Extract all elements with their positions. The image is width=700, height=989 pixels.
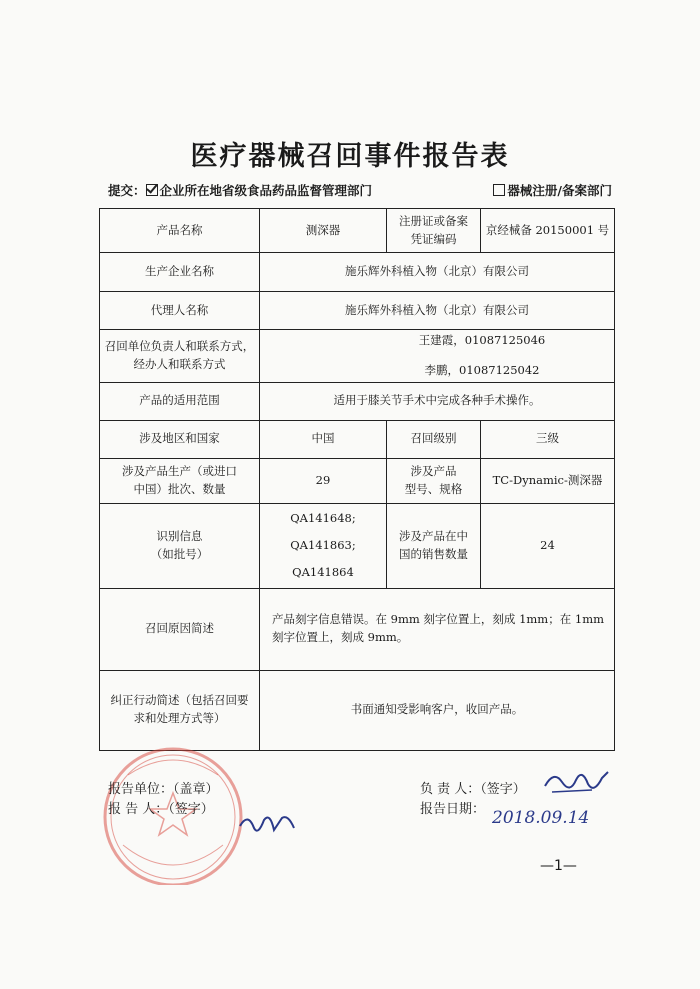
contact-label-line2: 经办人和联系方式 <box>133 356 226 371</box>
sales-value: 24 <box>481 503 615 588</box>
table-row <box>100 458 615 503</box>
reporter-signature-icon <box>236 808 298 840</box>
action-label-line2: 求和处理方式等） <box>133 711 226 726</box>
batch-value: 29 <box>260 458 387 503</box>
action-label-line1: 纠正行动简述（包括召回要 <box>110 693 249 708</box>
submit-prefix: 提交： <box>108 183 146 198</box>
id-label-line1: 识别信息 <box>156 528 203 543</box>
agent-value: 施乐辉外科植入物（北京）有限公司 <box>260 292 615 330</box>
manufacturer-label: 生产企业名称 <box>100 253 260 292</box>
batch-label-line2: 中国）批次、数量 <box>133 481 226 496</box>
contact-label <box>100 330 260 383</box>
reg-cert-value: 京经械备 20150001 号 <box>481 209 615 253</box>
submit-right <box>493 181 612 199</box>
agent-label: 代理人名称 <box>100 292 260 330</box>
table-row <box>100 253 615 292</box>
id-value: QA141864 <box>292 565 354 580</box>
reason-label: 召回原因简述 <box>100 588 260 670</box>
report-unit-label: 报告单位：（盖章） <box>108 782 219 797</box>
id-value: QA141863; <box>290 538 356 553</box>
recall-level-label: 召回级别 <box>387 420 481 458</box>
contact-value-1: 王建霞，01087125046 <box>418 333 546 347</box>
scope-label: 产品的适用范围 <box>100 382 260 420</box>
table-row <box>100 420 615 458</box>
sales-label <box>387 503 481 588</box>
id-label <box>100 503 260 588</box>
region-label: 涉及地区和国家 <box>100 420 260 458</box>
product-name-label: 产品名称 <box>100 209 260 253</box>
report-date-label: 报告日期： <box>420 802 486 817</box>
option-registration: 器械注册/备案部门 <box>507 183 612 198</box>
table-row <box>100 209 615 253</box>
id-value: QA141648; <box>290 511 356 526</box>
table-row <box>100 382 615 420</box>
model-label-line2: 型号、规格 <box>404 481 463 496</box>
model-label-line1: 涉及产品 <box>410 463 457 478</box>
report-date-value: 2018.09.14 <box>492 808 590 828</box>
option-provincial: 企业所在地省级食品药品监督管理部门 <box>159 183 373 198</box>
product-name-value: 测深器 <box>260 209 387 253</box>
model-value: TC-Dynamic-测深器 <box>481 458 615 503</box>
responsible-signature-icon <box>542 764 612 800</box>
page-number: —1— <box>540 858 577 874</box>
reg-cert-label <box>387 209 481 253</box>
sales-label-line1: 涉及产品在中 <box>399 528 468 543</box>
table-row <box>100 503 615 588</box>
id-label-line2: （如批号） <box>150 546 209 561</box>
action-value: 书面通知受影响客户，收回产品。 <box>260 670 615 750</box>
region-value: 中国 <box>260 420 387 458</box>
reason-value: 产品刻字信息错误。在 9mm 刻字位置上，刻成 1mm；在 1mm 刻字位置上，刻成 9mm。 <box>260 588 615 670</box>
id-values <box>260 503 387 588</box>
model-label <box>387 458 481 503</box>
document-title: 医疗器械召回事件报告表 <box>190 141 510 172</box>
recall-level-value: 三级 <box>481 420 615 458</box>
table-row <box>100 330 615 383</box>
unchecked-box-icon[interactable] <box>493 184 505 196</box>
contact-label-line1: 召回单位负责人和联系方式， <box>104 339 255 353</box>
submit-left <box>108 181 372 199</box>
responsible-label: 负 责 人：（签字） <box>420 782 526 797</box>
recall-report-table <box>99 208 615 751</box>
contact-value-2: 李鹏，01087125042 <box>424 362 540 377</box>
manufacturer-value: 施乐辉外科植入物（北京）有限公司 <box>260 253 615 292</box>
checked-box-icon[interactable] <box>146 184 158 196</box>
contact-value <box>260 330 615 383</box>
batch-label <box>100 458 260 503</box>
sales-label-line2: 国的销售数量 <box>399 546 468 561</box>
batch-label-line1: 涉及产品生产（或进口 <box>122 463 237 478</box>
table-row <box>100 588 615 670</box>
table-row <box>100 292 615 330</box>
scope-value: 适用于膝关节手术中完成各种手术操作。 <box>260 382 615 420</box>
reporter-label: 报 告 人：（签字） <box>108 802 214 817</box>
reg-cert-label-line2: 凭证编码 <box>410 231 457 246</box>
reg-cert-label-line1: 注册证或备案 <box>399 213 468 228</box>
